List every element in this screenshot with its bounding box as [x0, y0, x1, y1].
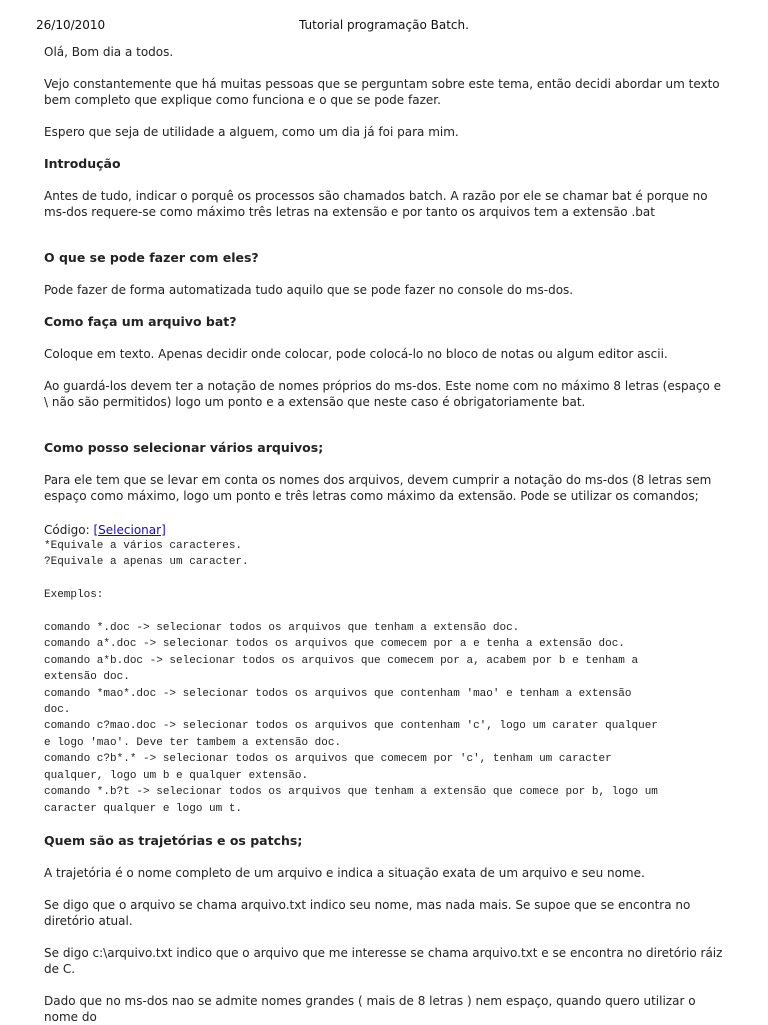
heading-introducao: Introdução	[44, 156, 121, 171]
greeting: Olá, Bom dia a todos.	[44, 45, 174, 59]
select-code-link[interactable]: [Selecionar]	[93, 523, 166, 537]
heading-trajetorias: Quem são as trajetórias e os patchs;	[44, 832, 303, 848]
header-date: 26/10/2010	[36, 18, 106, 32]
paragraph-selecionar: Para ele tem que se levar em conta os nomes dos arquivos, devem cumprir a notação do ms-dos (8 letras sem espaço como máximo, logo um ponto e três letras como máximo da extensão. Pode se utilizar os comandos;	[44, 473, 712, 503]
code-label-line	[44, 522, 724, 538]
heading-arquivo-bat: Como faça um arquivo bat?	[44, 314, 237, 329]
header-title: Tutorial programação Batch.	[299, 18, 469, 32]
heading-selecionar-arquivos: Como posso selecionar vários arquivos;	[44, 440, 324, 455]
paragraph-o-que-fazer: Pode fazer de forma automatizada tudo aquilo que se pode fazer no console do ms-dos.	[44, 283, 574, 297]
heading-o-que-fazer: O que se pode fazer com eles?	[44, 250, 259, 265]
code-label: Código:	[44, 523, 94, 537]
paragraph-trajetoria-1: A trajetória é o nome completo de um arquivo e indica a situação exata de um arquivo e seu nome.	[44, 865, 645, 880]
paragraph-introducao: Antes de tudo, indicar o porquê os processos são chamados batch. A razão por ele se chamar bat é porque no ms-dos requere-se como máximo três letras na extensão e por tanto os arquivos tem a extensão .bat	[44, 189, 708, 219]
intro-paragraph-1: Vejo constantemente que há muitas pessoas que se perguntam sobre este tema, então decidi abordar um texto bem completo que explique como funciona e o que se pode fazer.	[44, 77, 720, 107]
paragraph-trajetoria-4: Dado que no ms-dos nao se admite nomes grandes ( mais de 8 letras ) nem espaço, quando quero utilizar o nome do	[44, 993, 696, 1024]
page-header	[0, 14, 768, 34]
intro-paragraph-2: Espero que seja de utilidade a alguem, como um dia já foi para mim.	[44, 125, 459, 139]
code-block: *Equivale a vários caracteres. ?Equivale a apenas um caracter. Exemplos: comando *.doc -> selecionar todos os arquivos que tenham a extensão doc. comando a*.doc -> selecionar todos os arquivos que comecem por a e tenha a extensão doc. comando a*b.doc -> selecionar todos os arquivos que comecem por a, acabem por b e tenham a extensão doc. comando *mao*.doc -> selecionar todos os arquivos que contenham 'mao' e tenham a extensão doc. comando c?mao.doc -> selecionar todos os arquivos que contenham 'c', logo um carater qualquer e logo 'mao'. Deve ter tambem a extensão doc. comando c?b*.* -> selecionar todos os arquivos que comecem por 'c', tenham um caracter qualquer, logo um b e qualquer extensão. comando *.b?t -> selecionar todos os arquivos que tenham a extensão que comece por b, logo um caracter qualquer e logo um t.	[44, 540, 658, 815]
paragraph-trajetoria-2: Se digo que o arquivo se chama arquivo.txt indico seu nome, mas nada mais. Se supoe que se encontra no diretório atual.	[44, 897, 691, 928]
paragraph-bat-1: Coloque em texto. Apenas decidir onde colocar, pode colocá-lo no bloco de notas ou algum editor ascii.	[44, 347, 668, 361]
paragraph-trajetoria-3: Se digo c:\arquivo.txt indico que o arquivo que me interesse se chama arquivo.txt e se encontra no diretório ráiz de C.	[44, 945, 723, 976]
document-body	[44, 44, 724, 1025]
paragraph-bat-2: Ao guardá-los devem ter a notação de nomes próprios do ms-dos. Este nome com no máximo 8 letras (espaço e \ não são permitidos) logo um ponto e a extensão que neste caso é obrigatoriamente bat.	[44, 379, 722, 409]
